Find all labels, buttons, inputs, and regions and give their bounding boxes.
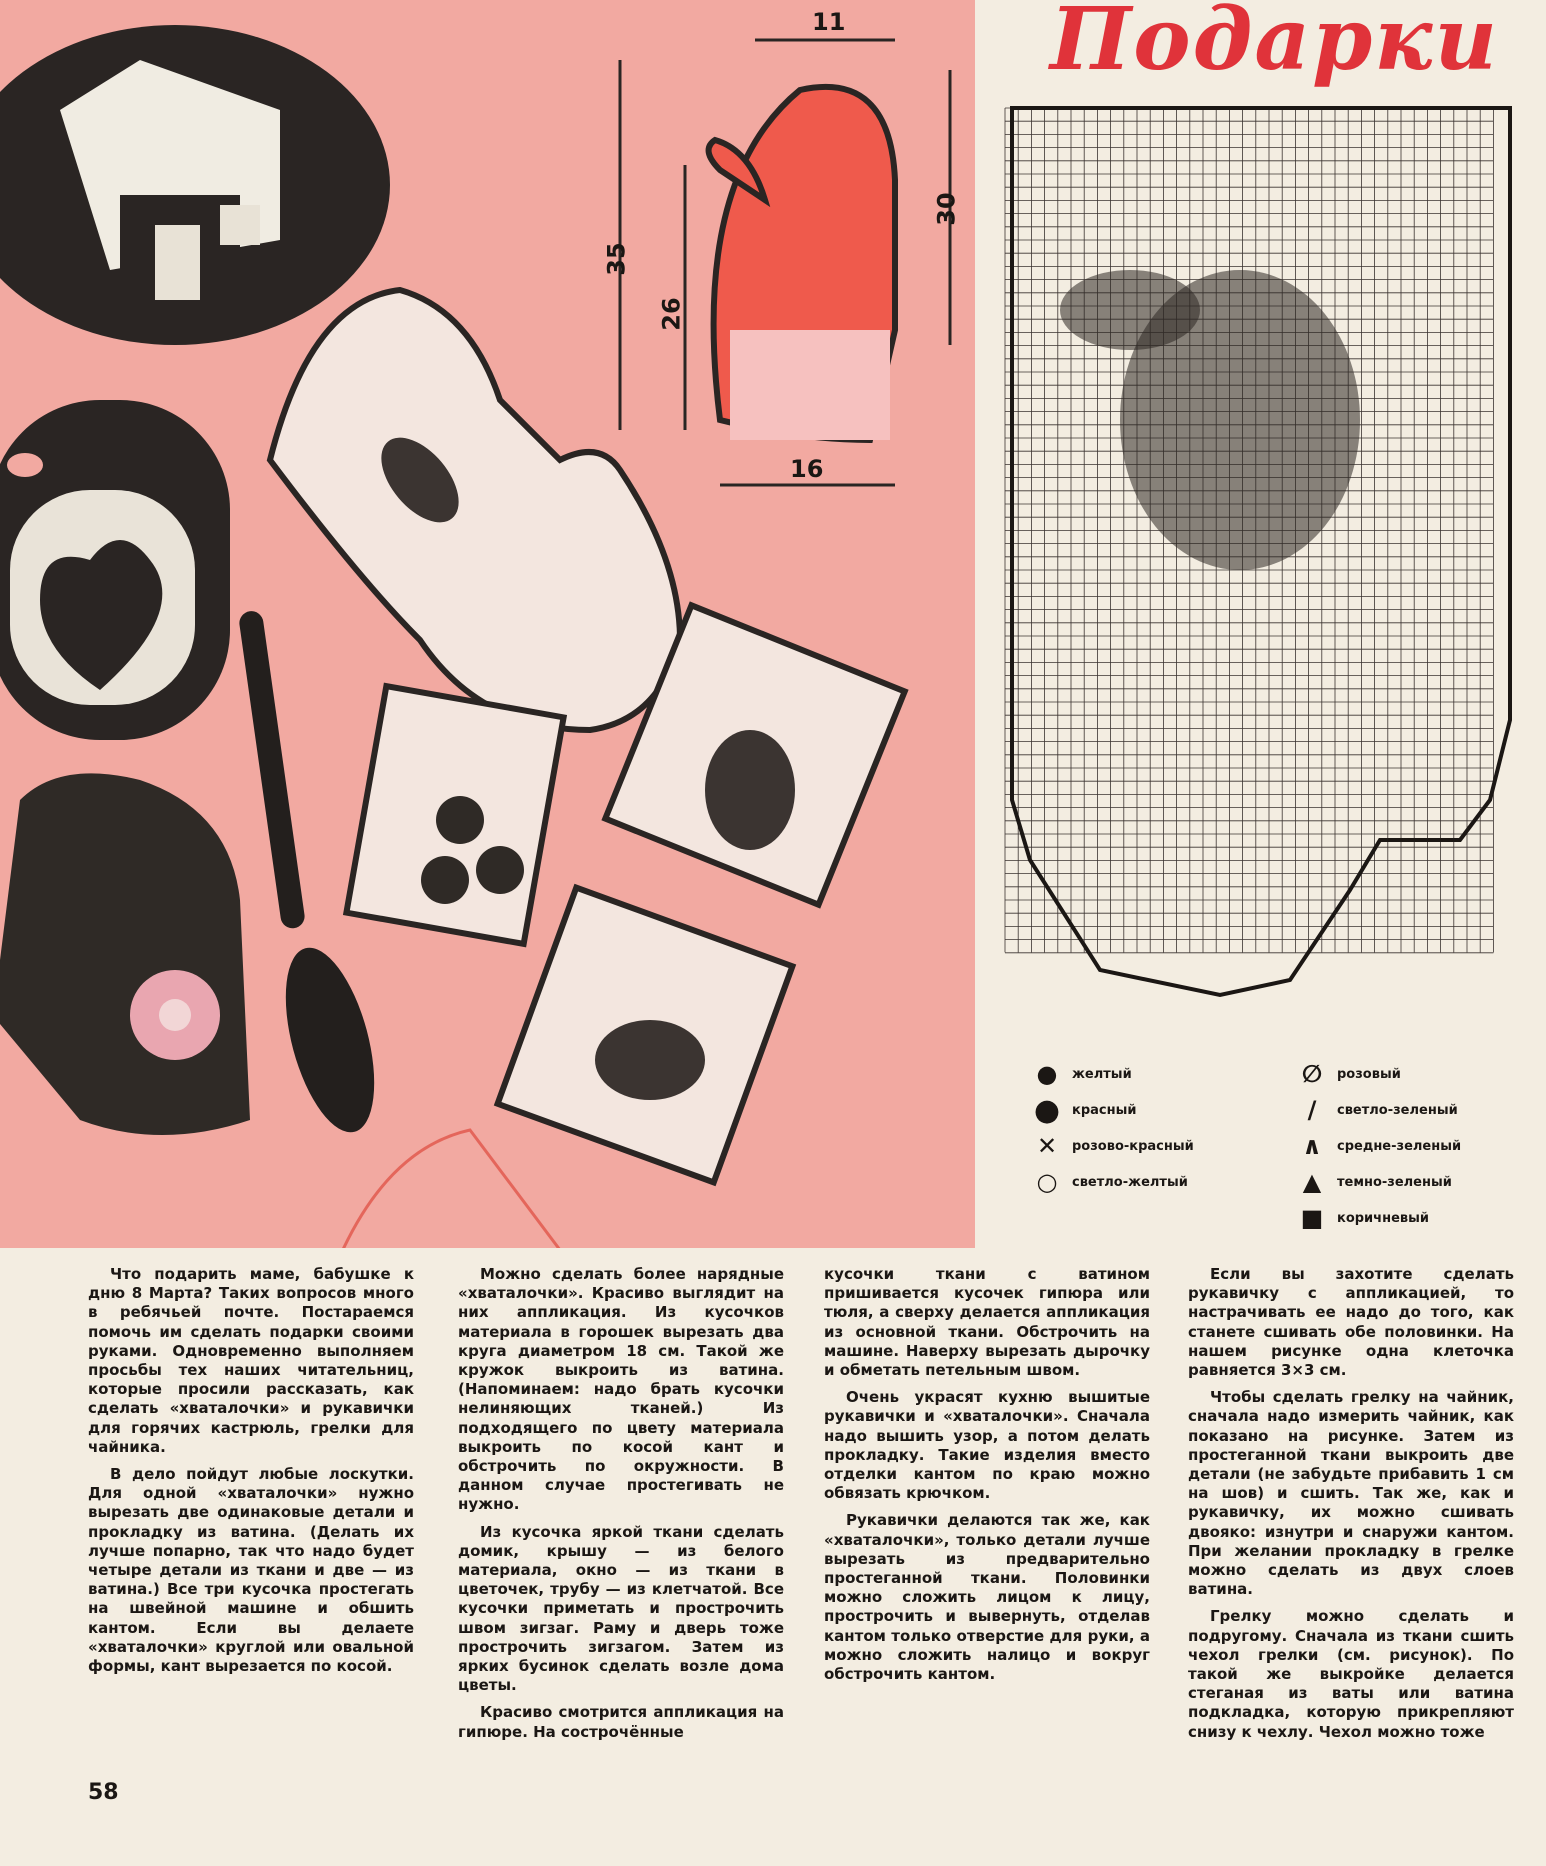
legend-label: светло-зеленый — [1337, 1102, 1458, 1118]
paragraph: Что подарить маме, бабушке к дню 8 Марта? Таких вопросов много в ребячьей почте. Постараемся помочь им сделать подарки своими руками. Одновременно выполняем просьбы тех наших читательниц, которые просили рассказать, как сделать «хваталочки» и рукавички для горячих кастрюль, грелки для чайника. — [88, 1265, 414, 1456]
paragraph: кусочки ткани с ватином пришивается кусочек гипюра или тюля, а сверху делается аппликация из основной ткани. Обстрочить на машине. Наверху вырезать дырочку и обметать петельным швом. — [824, 1265, 1150, 1380]
chart-grid — [990, 100, 1530, 1035]
legend-item-medium-green — [1295, 1132, 1461, 1160]
paragraph: Грелку можно сделать и подругому. Сначала из ткани сшить чехол грелки (см. рисунок). По такой же выкройке делается стеганая из ваты или ватина подкладка, которую прикрепляют снизу к чехлу. Чехол можно тоже — [1188, 1607, 1514, 1741]
page-number: 58 — [88, 1780, 119, 1805]
tea-cozy-grid — [250, 1130, 560, 1248]
rooster-mitten — [0, 773, 250, 1135]
legend — [1030, 1060, 1530, 1250]
paragraph: Чтобы сделать грелку на чайник, сначала надо измерить чайник, как показано на рисунке. Затем из простеганной ткани выкроить две детали (не забудьте прибавить 1 см на шов) и сшить. Так же, как и рукавичку, их можно сшивать двояко: изнутри и снаружи кантом. При желании прокладку в грелке можно сделать из двух слоев ватина. — [1188, 1388, 1514, 1599]
paragraph: Рукавички делаются так же, как «хваталочки», только детали лучше вырезать из предварительно простеганной ткани. Половинки можно сложить лицом к лицу, прострочить и вывернуть, отделав кантом только отверстие для руки, а можно сложить налицо и вокруг обстрочить кантом. — [824, 1511, 1150, 1684]
slashed-circle-icon: ∅ — [1301, 1060, 1323, 1088]
paragraph: В дело пойдут любые лоскутки. Для одной «хваталочки» нужно вырезать две одинаковые детали и прокладку из ватина. (Делать их лучше попарно, так что надо будет четыре детали из ткани и две — из ватина.) Все три кусочка простегать на швейной машине и обшить кантом. Если вы делаете «хваталочки» круглой или овальной формы, кант вырезается по косой. — [88, 1465, 414, 1676]
leaf-potholder — [498, 888, 793, 1183]
legend-label: светло-желтый — [1072, 1174, 1188, 1190]
legend-label: красный — [1072, 1102, 1137, 1118]
legend-label: средне-зеленый — [1337, 1138, 1462, 1154]
legend-item-light-green — [1295, 1096, 1458, 1124]
legend-label: коричневый — [1337, 1210, 1429, 1226]
legend-label: розовый — [1337, 1066, 1401, 1082]
potholders-illustration — [0, 0, 975, 1248]
paragraph: Красиво смотрится аппликация на гипюре. На сострочённые — [458, 1703, 784, 1741]
square-icon: ■ — [1300, 1204, 1324, 1232]
heart-potholder — [0, 400, 230, 740]
cherry-potholder — [346, 686, 563, 944]
paragraph: Очень украсят кухню вышитые рукавички и «хваталочки». Сначала надо вышить узор, а потом делать прокладку. Такие изделия вместо отделки кантом по краю можно обвязать крючком. — [824, 1388, 1150, 1503]
photo-panel — [0, 0, 975, 1248]
legend-item-brown — [1295, 1204, 1429, 1232]
cross-stitch-chart — [990, 100, 1530, 1035]
cross-icon: ✕ — [1036, 1132, 1058, 1160]
triangle-icon: ▲ — [1302, 1168, 1322, 1196]
legend-label: розово-красный — [1072, 1138, 1194, 1154]
legend-label: желтый — [1072, 1066, 1132, 1082]
red-mitten-pattern — [620, 40, 950, 485]
text-column-2 — [458, 1265, 784, 1750]
legend-item-dark-green — [1295, 1168, 1452, 1196]
circle-icon: ○ — [1036, 1168, 1058, 1196]
large-dot-icon: ● — [1033, 1092, 1061, 1128]
legend-item-pink — [1295, 1060, 1401, 1088]
dimension-left: 35 — [602, 242, 631, 276]
legend-item-red — [1030, 1092, 1137, 1128]
paragraph: Если вы захотите сделать рукавичку с аппликацией, то настрачивать ее надо до того, как станете сшивать обе половинки. На нашем рисунке одна клеточка равняется 3×3 см. — [1188, 1265, 1514, 1380]
legend-item-yellow — [1030, 1060, 1132, 1088]
page-title: Подарки — [1050, 0, 1499, 90]
small-dot-icon: ● — [1036, 1060, 1058, 1088]
dimension-bottom: 16 — [790, 455, 824, 483]
text-column-4 — [1188, 1265, 1514, 1750]
text-column-1 — [88, 1265, 414, 1684]
paragraph: Можно сделать более нарядные «хваталочки». Красиво выглядит на них аппликация. Из кусочков материала в горошек вырезать два круга диаметром 18 см. Такой же кружок выкроить из ватина. (Напоминаем: надо брать кусочки нелиняющих тканей.) Из подходящего по цвету материала выкроить по косой кант и обстрочить по окружности. В данном случае простегивать не нужно. — [458, 1265, 784, 1514]
slash-icon: / — [1307, 1096, 1317, 1124]
legend-item-light-yellow — [1030, 1168, 1188, 1196]
leaf-motif — [1060, 270, 1200, 350]
text-column-3 — [824, 1265, 1150, 1692]
caret-icon: ∧ — [1302, 1132, 1322, 1160]
paragraph: Из кусочка яркой ткани сделать домик, крышу — из белого материала, окно — из ткани в цветочек, трубу — из клетчатой. Все кусочки приметать и прострочить швом зигзаг. Раму и дверь тоже прострочить зигзагом. Затем из ярких бусинок сделать возле дома цветы. — [458, 1522, 784, 1695]
house-potholder — [0, 25, 390, 345]
article-text — [88, 1265, 1518, 1825]
dimension-top: 11 — [812, 8, 846, 36]
legend-label: темно-зеленый — [1337, 1174, 1452, 1190]
dimension-inner: 26 — [657, 297, 686, 331]
dimension-right: 30 — [932, 192, 961, 226]
legend-item-pink-red — [1030, 1132, 1194, 1160]
